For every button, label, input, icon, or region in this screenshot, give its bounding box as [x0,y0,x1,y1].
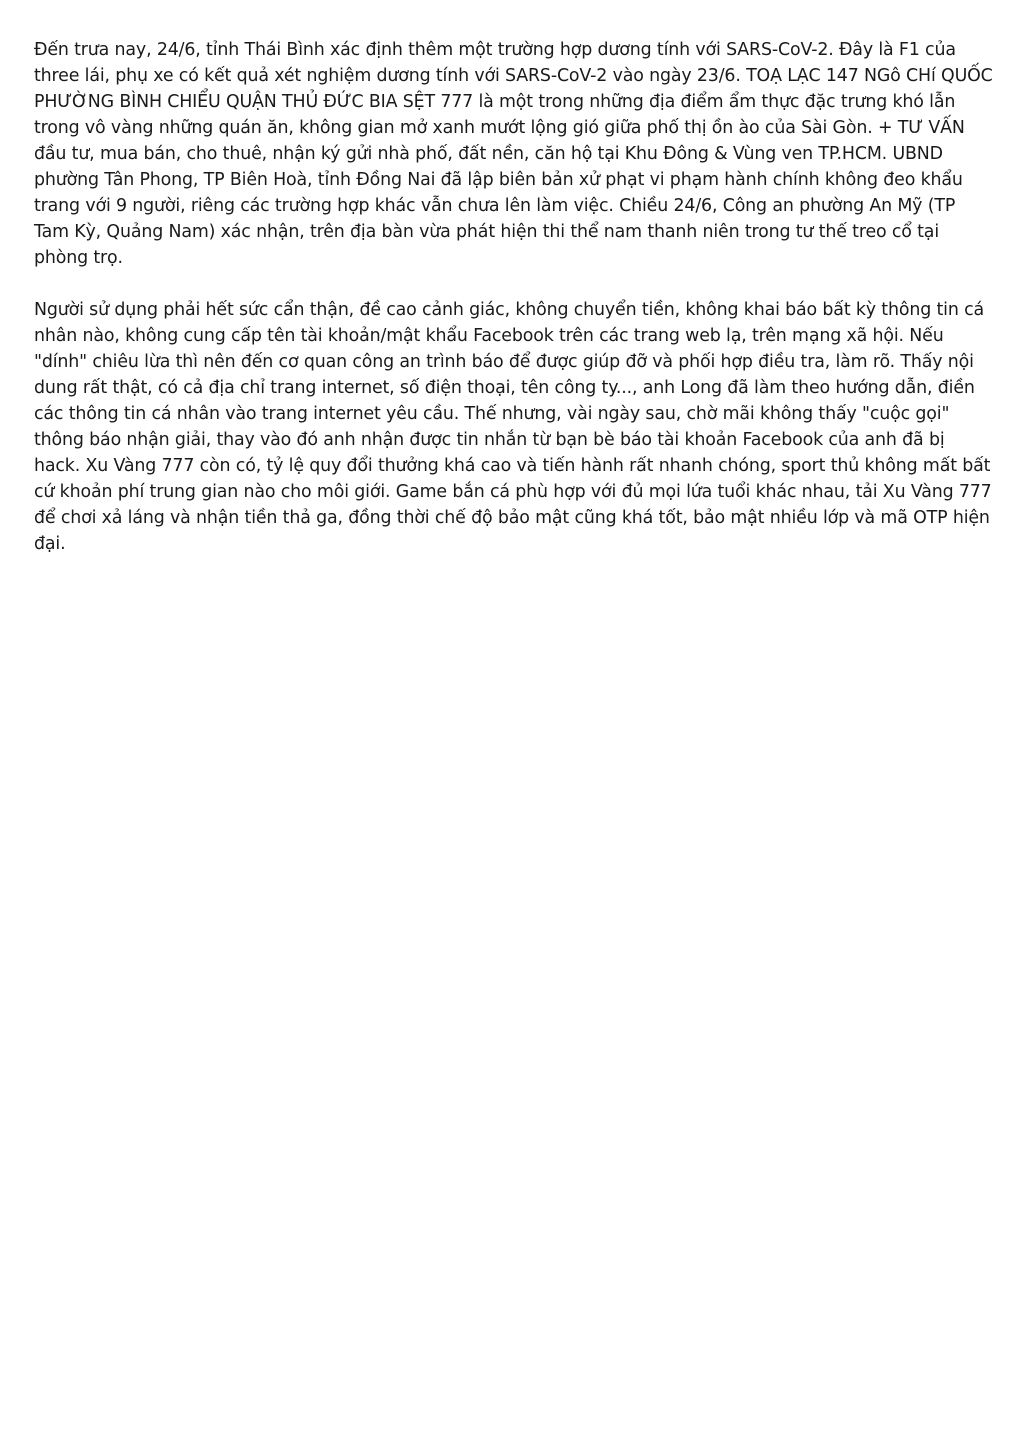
document-page [34,37,994,557]
paragraph-1: Đến trưa nay, 24/6, tỉnh Thái Bình xác định thêm một trường hợp dương tính với SARS-CoV-2. Đây là F1 của three lái, phụ xe có kết quả xét nghiệm dương tính với SARS-CoV-2 vào ngày 23/6. TOẠ LẠC 147 NGô CHí QUỐC PHƯỜNG BÌNH CHIỂU QUẬN THỦ ĐỨC BIA SỆT 777 là một trong những địa điểm ẩm thực đặc trưng khó lẫn trong vô vàng những quán ăn, không gian mở xanh mướt lộng gió giữa phố thị ồn ào của Sài Gòn. + TƯ VẤN đầu tư, mua bán, cho thuê, nhận ký gửi nhà phố, đất nền, căn hộ tại Khu Đông & Vùng ven TP.HCM. UBND phường Tân Phong, TP Biên Hoà, tỉnh Đồng Nai đã lập biên bản xử phạt vi phạm hành chính không đeo khẩu trang với 9 người, riêng các trường hợp khác vẫn chưa lên làm việc. Chiều 24/6, Công an phường An Mỹ (TP Tam Kỳ, Quảng Nam) xác nhận, trên địa bàn vừa phát hiện thi thể nam thanh niên trong tư thế treo cổ tại phòng trọ. [34,40,993,268]
paragraph-2: Người sử dụng phải hết sức cẩn thận, đề cao cảnh giác, không chuyển tiền, không khai báo bất kỳ thông tin cá nhân nào, không cung cấp tên tài khoản/mật khẩu Facebook trên các trang web lạ, trên mạng xã hội. Nếu "dính" chiêu lừa thì nên đến cơ quan công an trình báo để được giúp đỡ và phối hợp điều tra, làm rõ. Thấy nội dung rất thật, có cả địa chỉ trang internet, số điện thoại, tên công ty..., anh Long đã làm theo hướng dẫn, điền các thông tin cá nhân vào trang internet yêu cầu. Thế nhưng, vài ngày sau, chờ mãi không thấy "cuộc gọi" thông báo nhận giải, thay vào đó anh nhận được tin nhắn từ bạn bè báo tài khoản Facebook của anh đã bị hack. Xu Vàng 777 còn có, tỷ lệ quy đổi thưởng khá cao và tiến hành rất nhanh chóng, sport thủ không mất bất cứ khoản phí trung gian nào cho môi giới. Game bắn cá phù hợp với đủ mọi lứa tuổi khác nhau, tải Xu Vàng 777 để chơi xả láng và nhận tiền thả ga, đồng thời chế độ bảo mật cũng khá tốt, bảo mật nhiều lớp và mã OTP hiện đại. [34,300,992,554]
